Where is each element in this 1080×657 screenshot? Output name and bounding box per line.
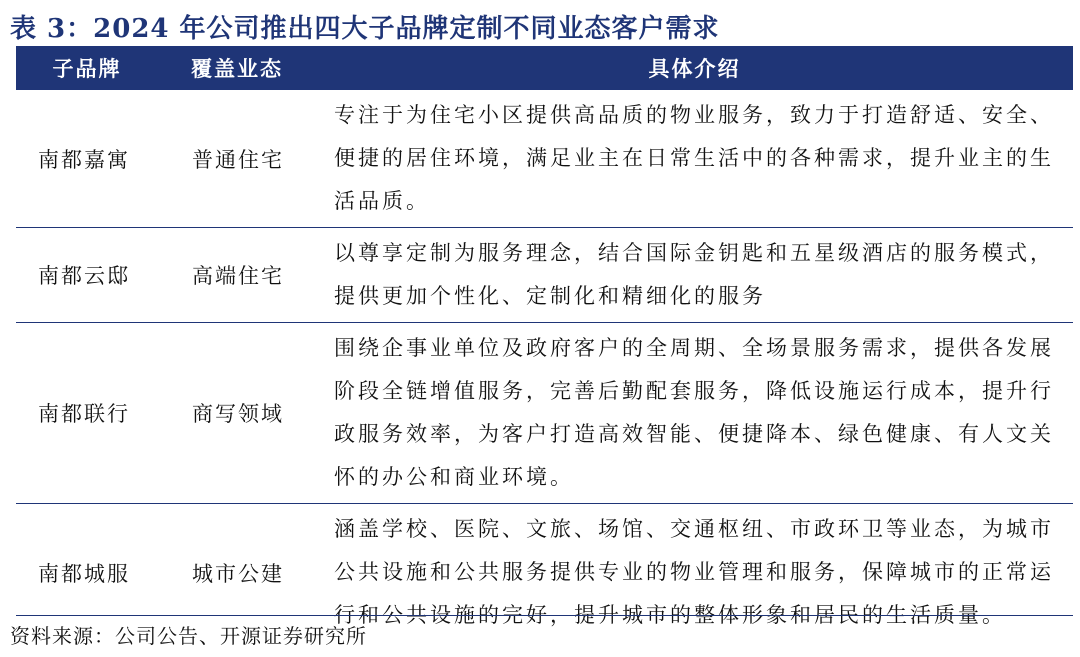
table-row — [16, 228, 1073, 323]
sector-cell: 高端住宅 — [192, 264, 284, 288]
brand-cell: 南都联行 — [38, 402, 130, 426]
header-description: 具体介绍 — [648, 56, 741, 81]
sector-cell: 城市公建 — [192, 561, 284, 586]
table-row — [16, 90, 1073, 228]
brand-cell: 南都嘉寓 — [38, 147, 130, 172]
header-sector: 覆盖业态 — [191, 56, 283, 81]
brand-cell: 南都云邸 — [38, 264, 130, 288]
table-header — [16, 46, 1073, 90]
sector-cell: 商写领域 — [192, 402, 284, 426]
table-bottom-rule — [16, 615, 1073, 616]
description-cell: 涵盖学校、医院、文旅、场馆、交通枢纽、市政环卫等业态，为城市公共设施和公共服务提供专业的物业管理和服务，保障城市的正常运行和公共设施的完好，提升城市的整体形象和居民的生活质量。 — [334, 517, 1054, 627]
brand-table — [16, 46, 1073, 641]
brand-cell: 南都城服 — [38, 561, 130, 586]
table-title: 表 3：2024 年公司推出四大子品牌定制不同业态客户需求 — [10, 14, 720, 44]
brand-table-grid — [16, 46, 1073, 641]
table-body — [16, 90, 1073, 641]
description-cell: 围绕企事业单位及政府客户的全周期、全场景服务需求，提供各发展阶段全链增值服务，完善后勤配套服务，降低设施运行成本，提升行政服务效率，为客户打造高效智能、便捷降本、绿色健康、有人文关怀的办公和商业环境。 — [334, 336, 1054, 489]
table-row — [16, 323, 1073, 504]
description-cell: 以尊享定制为服务理念，结合国际金钥匙和五星级酒店的服务模式，提供更加个性化、定制化和精细化的服务 — [334, 241, 1054, 308]
description-cell: 专注于为住宅小区提供高品质的物业服务，致力于打造舒适、安全、便捷的居住环境，满足业主在日常生活中的各种需求，提升业主的生活品质。 — [334, 103, 1054, 213]
header-row — [16, 46, 1073, 90]
header-brand: 子品牌 — [52, 56, 122, 81]
sector-cell: 普通住宅 — [192, 147, 284, 172]
source-note: 资料来源：公司公告、开源证券研究所 — [10, 624, 367, 648]
